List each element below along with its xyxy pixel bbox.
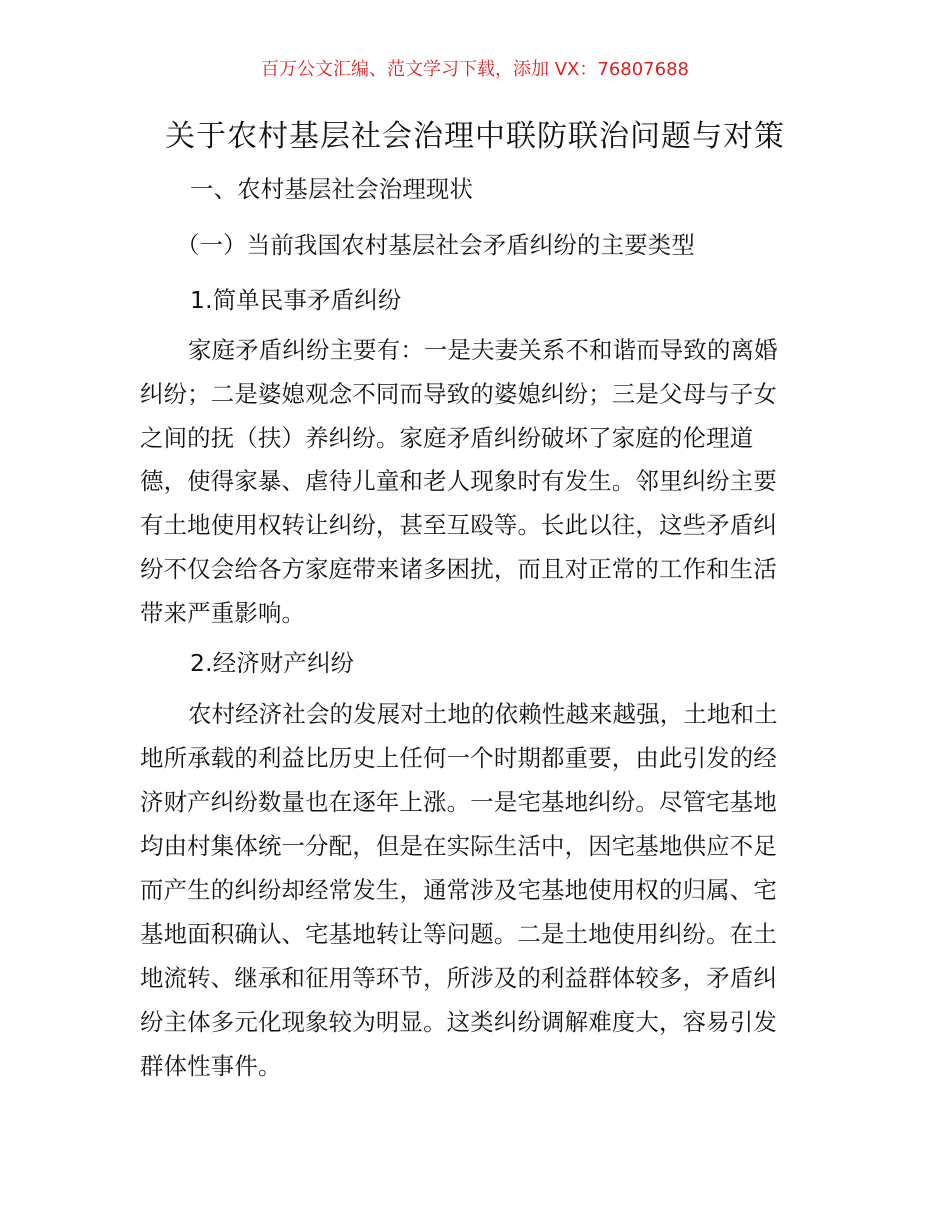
paragraph-line: 家庭矛盾纠纷主要有：一是夫妻关系不和谐而导致的离婚 [188,336,778,364]
paragraph-line: 济财产纠纷数量也在逐年上涨。一是宅基地纠纷。尽管宅基地 [140,788,777,816]
paragraph-line: 均由村集体统一分配，但是在实际生活中，因宅基地供应不足 [140,832,777,860]
paragraph-line: 农村经济社会的发展对土地的依赖性越来越强，土地和土 [188,700,778,728]
paragraph-line: 地流转、继承和征用等环节，所涉及的利益群体较多，矛盾纠 [140,964,777,992]
paragraph-line: 带来严重影响。 [140,599,306,627]
section-heading-2: 2.经济财产纠纷 [190,649,355,677]
paragraph-line: 有土地使用权转让纠纷，甚至互殴等。长此以往，这些矛盾纠 [140,511,777,539]
paragraph-line: 地所承载的利益比历史上任何一个时期都重要，由此引发的经 [140,744,777,772]
paragraph-line: 基地面积确认、宅基地转让等问题。二是土地使用纠纷。在土 [140,920,777,948]
heading-level-2: （一）当前我国农村基层社会矛盾纠纷的主要类型 [176,231,695,259]
heading-level-1: 一、农村基层社会治理现状 [190,175,474,203]
paragraph-line: 纠纷；二是婆媳观念不同而导致的婆媳纠纷；三是父母与子女 [140,380,777,408]
paragraph-line: 之间的抚（扶）养纠纷。家庭矛盾纠纷破坏了家庭的伦理道 [140,424,754,452]
section-heading-1: 1.简单民事矛盾纠纷 [190,286,402,314]
paragraph-line: 纷主体多元化现象较为明显。这类纠纷调解难度大，容易引发 [140,1008,777,1036]
document-title: 关于农村基层社会治理中联防联治问题与对策 [165,119,785,154]
paragraph-line: 纷不仅会给各方家庭带来诸多困扰，而且对正常的工作和生活 [140,555,777,583]
paragraph-line: 德，使得家暴、虐待儿童和老人现象时有发生。邻里纠纷主要 [140,467,777,495]
promo-banner: 百万公文汇编、范文学习下载，添加 VX：76807688 [261,59,689,80]
paragraph-line: 而产生的纠纷却经常发生，通常涉及宅基地使用权的归属、宅 [140,876,777,904]
paragraph-line: 群体性事件。 [140,1052,282,1080]
